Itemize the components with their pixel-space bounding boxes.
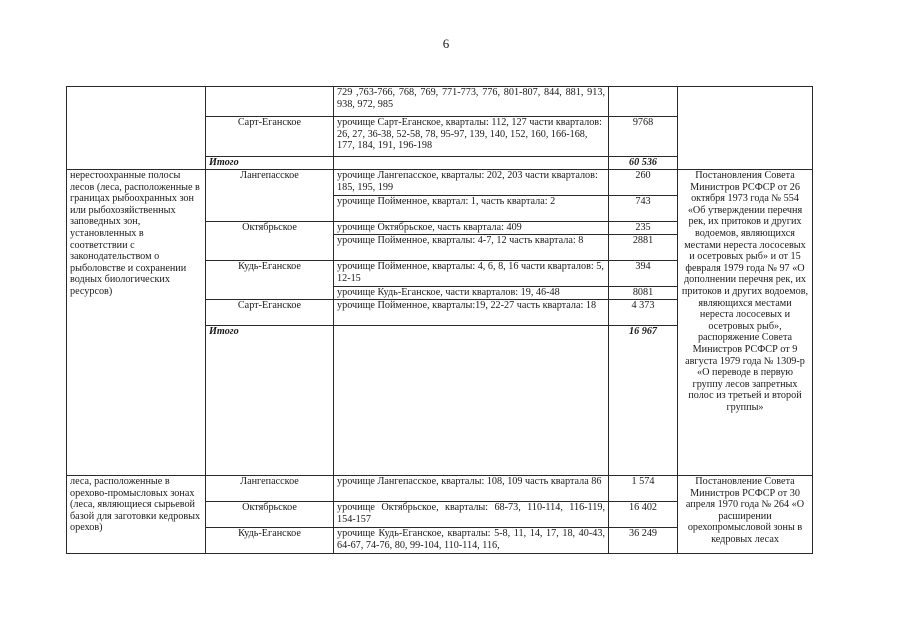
area-cell — [609, 87, 678, 117]
table-row — [67, 476, 813, 502]
total-location-empty — [334, 157, 609, 170]
location-cell: урочище Кудь-Еганское, кварталы: 5-8, 11, 14, 17, 18, 40-43, 64-67, 74-76, 80, 99-104, 110-114, 116, — [334, 528, 609, 554]
area-cell: 8081 — [609, 287, 678, 300]
area-cell: 394 — [609, 261, 678, 287]
location-cell: урочище Пойменное, кварталы: 4, 6, 8, 16 части кварталов: 5, 12-15 — [334, 261, 609, 287]
total-label: Итого — [206, 157, 334, 170]
location-cell: урочище Пойменное, кварталы: 4-7, 12 часть квартала: 8 — [334, 235, 609, 261]
location-cell: урочище Октябрьское, часть квартала: 409 — [334, 222, 609, 235]
area-cell: 2881 — [609, 235, 678, 261]
area-cell: 743 — [609, 196, 678, 222]
location-cell: урочище Пойменное, кварталы:19, 22-27 часть квартала: 18 — [334, 300, 609, 326]
location-cell: урочище Пойменное, квартал: 1, часть квартала: 2 — [334, 196, 609, 222]
category-cell: нерестоохранные полосы лесов (леса, расположенные в границах рыбоохранных зон или рыбохозяйственных заповедных зон, установленных в соответствии с законодательством о рыболовстве и сохранении водных биологических ресурсов) — [67, 170, 206, 476]
forestry-cell: Лангепасское — [206, 476, 334, 502]
table-row — [67, 87, 813, 117]
forestry-cell: Сарт-Еганское — [206, 117, 334, 157]
location-cell: урочище Лангепасское, кварталы: 202, 203 части кварталов: 185, 195, 199 — [334, 170, 609, 196]
area-cell: 4 373 — [609, 300, 678, 326]
total-location-empty — [334, 326, 609, 476]
total-value: 60 536 — [609, 157, 678, 170]
category-cell-empty — [67, 87, 206, 170]
total-value: 16 967 — [609, 326, 678, 476]
location-cell: урочище Сарт-Еганское, кварталы: 112, 127 части кварталов: 26, 27, 36-38, 52-58, 78, 95-97, 139, 140, 152, 160, 166-168, 177, 184, 191, 196-198 — [334, 117, 609, 157]
location-cell: урочище Октябрьское, кварталы: 68-73, 110-114, 116-119, 154-157 — [334, 502, 609, 528]
forestry-cell: Кудь-Еганское — [206, 528, 334, 554]
forestry-cell: Октябрьское — [206, 222, 334, 261]
area-cell: 16 402 — [609, 502, 678, 528]
area-cell: 260 — [609, 170, 678, 196]
area-cell: 235 — [609, 222, 678, 235]
table-row — [67, 170, 813, 196]
document-cell: Постановление Совета Министров РСФСР от 30 апреля 1970 года № 264 «О расширении орехопромысловой зоны в кедровых лесах — [678, 476, 813, 554]
document-cell-empty — [678, 87, 813, 170]
area-cell: 36 249 — [609, 528, 678, 554]
forestry-cell: Лангепасское — [206, 170, 334, 222]
document-cell: Постановления Совета Министров РСФСР от 26 октября 1973 года № 554 «Об утверждении перечня рек, их притоков и других водоемов, являющихся местами нереста лососевых и осетровых рыб» и от 15 февраля 1979 года № 97 «О дополнении перечня рек, их притоков и других водоемов, являющихся местами нереста лососевых и осетровых рыб», распоряжение Совета Министров РСФСР от 9 августа 1979 года № 1309-р «О переводе в первую группу лесов запретных полос из третьей и второй группы» — [678, 170, 813, 476]
location-cell: урочище Кудь-Еганское, части кварталов: 19, 46-48 — [334, 287, 609, 300]
area-cell: 1 574 — [609, 476, 678, 502]
forestry-cell: Кудь-Еганское — [206, 261, 334, 300]
forestry-cell — [206, 87, 334, 117]
forestry-cell: Октябрьское — [206, 502, 334, 528]
forest-protection-table — [66, 86, 813, 554]
forestry-cell: Сарт-Еганское — [206, 300, 334, 326]
total-label: Итого — [206, 326, 334, 476]
category-cell: леса, расположенные в орехово-промысловых зонах (леса, являющиеся сырьевой базой для заготовки кедровых орехов) — [67, 476, 206, 554]
area-cell: 9768 — [609, 117, 678, 157]
page-number: 6 — [442, 36, 450, 51]
location-cell: урочище Лангепасское, кварталы: 108, 109 часть квартала 86 — [334, 476, 609, 502]
location-cell: 729 ,763-766, 768, 769, 771-773, 776, 801-807, 844, 881, 913, 938, 972, 985 — [334, 87, 609, 117]
